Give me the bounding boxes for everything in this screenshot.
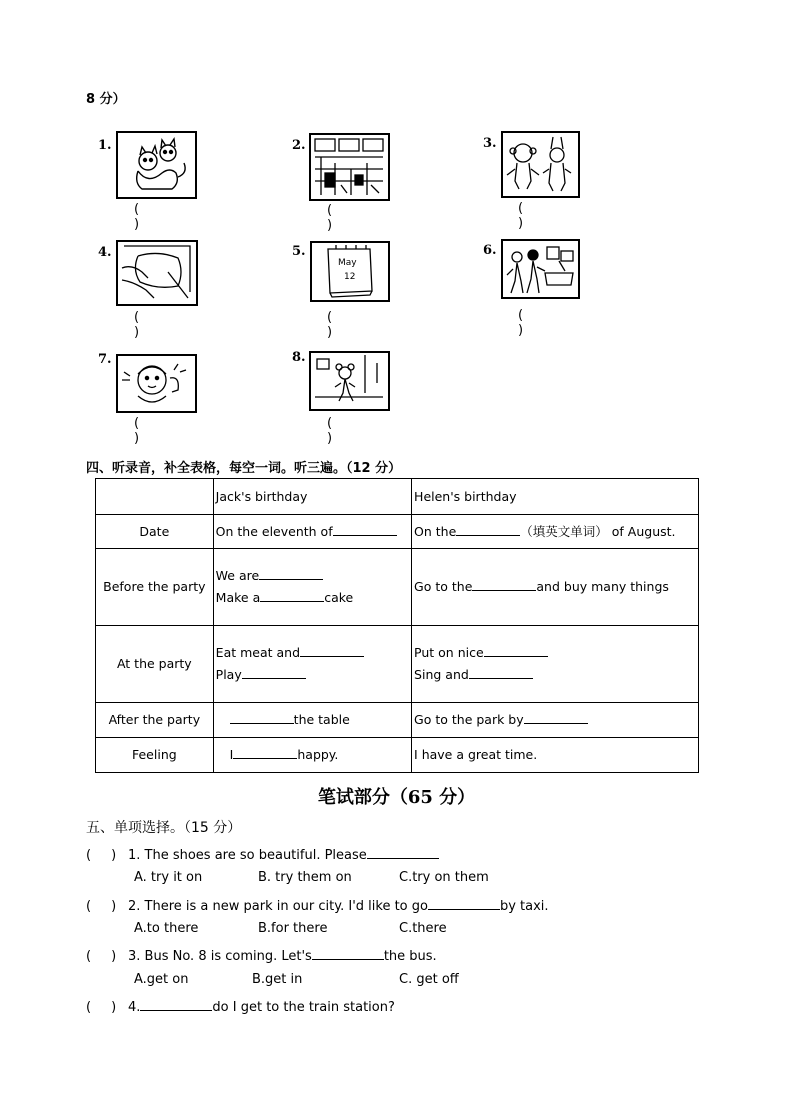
- cell-text: On the: [414, 523, 457, 539]
- cell-text: Play: [215, 667, 242, 682]
- fill-blank[interactable]: [484, 643, 548, 657]
- birthday-table: [95, 478, 699, 773]
- question-text: 4.: [128, 1000, 141, 1015]
- cell-text: cake: [324, 590, 354, 605]
- calendar-day: 12: [344, 272, 356, 282]
- option-b[interactable]: B.get in: [252, 972, 303, 987]
- jack-cell: [213, 626, 411, 703]
- written-part-title: 笔试部分（65 分）: [317, 787, 476, 808]
- row-label: After the party: [96, 703, 214, 738]
- table-row-at: [96, 626, 699, 703]
- question-text: the bus.: [383, 949, 437, 964]
- picture-number: 5.: [292, 244, 306, 259]
- header-jack: Jack's birthday: [213, 479, 411, 515]
- answer-paren[interactable]: ( ): [86, 949, 117, 964]
- picture-number: 7.: [98, 352, 112, 367]
- option-a[interactable]: A.get on: [134, 972, 189, 987]
- fill-blank[interactable]: [312, 946, 384, 960]
- jack-cell: [213, 515, 411, 549]
- section5-title: 五、单项选择。（15 分）: [86, 820, 242, 836]
- jack-cell: [213, 549, 411, 626]
- answer-paren[interactable]: ( ): [86, 899, 117, 914]
- answer-paren[interactable]: ( ): [327, 203, 333, 233]
- picture-number: 4.: [98, 245, 112, 260]
- option-c[interactable]: C.try on them: [399, 870, 489, 885]
- cell-text: happy.: [297, 747, 339, 762]
- table-row-feeling: [96, 738, 699, 773]
- fill-blank[interactable]: [469, 665, 533, 679]
- cell-text: We are: [215, 568, 260, 583]
- fill-blank[interactable]: [260, 588, 324, 602]
- helen-cell: I have a great time.: [412, 738, 699, 773]
- fill-blank[interactable]: [140, 997, 212, 1011]
- cell-text: Put on nice: [414, 645, 484, 660]
- picture-number: 6.: [483, 243, 497, 258]
- people-shopping-picture: [501, 239, 580, 299]
- cats-picture: [116, 131, 197, 199]
- question-4: [86, 997, 395, 1015]
- monkey-rabbit-picture: [501, 131, 580, 198]
- question-1: [86, 845, 439, 863]
- question-text: do I get to the train station?: [212, 1000, 395, 1015]
- fill-blank[interactable]: [230, 710, 294, 724]
- fill-blank[interactable]: [524, 710, 588, 724]
- question-text: 3. Bus No. 8 is coming. Let's: [128, 949, 312, 964]
- row-label: At the party: [96, 626, 214, 703]
- option-a[interactable]: A.to there: [134, 921, 199, 936]
- question-text: 1. The shoes are so beautiful. Please: [128, 848, 367, 863]
- header-blank: [96, 479, 214, 515]
- cell-text: I: [229, 747, 234, 762]
- picture-number: 2.: [292, 138, 306, 153]
- picture-number: 3.: [483, 136, 497, 151]
- fill-blank[interactable]: [259, 566, 323, 580]
- answer-paren[interactable]: ( ): [86, 1000, 117, 1015]
- fill-blank[interactable]: [428, 896, 500, 910]
- helen-cell: [412, 626, 699, 703]
- table-header-row: [96, 479, 699, 515]
- cell-text: （填英文单词） of August.: [520, 523, 676, 539]
- fill-blank[interactable]: [333, 522, 397, 536]
- calendar-month: May: [338, 258, 357, 268]
- header-helen: Helen's birthday: [412, 479, 699, 515]
- fill-blank[interactable]: [300, 643, 364, 657]
- option-c[interactable]: C.there: [399, 921, 447, 936]
- option-b[interactable]: B.for there: [258, 921, 328, 936]
- fill-blank[interactable]: [233, 745, 297, 759]
- answer-paren[interactable]: ( ): [134, 202, 140, 232]
- answer-paren[interactable]: ( ): [327, 416, 333, 446]
- row-label: Date: [96, 515, 214, 549]
- answer-paren[interactable]: ( ): [86, 848, 117, 863]
- answer-paren[interactable]: ( ): [518, 201, 524, 231]
- jack-cell: [213, 703, 411, 738]
- cell-text: On the eleventh of: [215, 523, 333, 539]
- question-text: 2. There is a new park in our city. I'd like to go: [128, 899, 428, 914]
- cell-text: Sing and: [414, 667, 469, 682]
- cell-text: Go to the: [414, 579, 473, 594]
- cell-text: the table: [293, 712, 350, 727]
- row-label: Before the party: [96, 549, 214, 626]
- picture-number: 8.: [292, 350, 306, 365]
- table-row-date: [96, 515, 699, 549]
- question-3: [86, 946, 437, 964]
- table-row-before: [96, 549, 699, 626]
- option-b[interactable]: B. try them on: [258, 870, 352, 885]
- picture-number: 1.: [98, 138, 112, 153]
- section3-score-tail: 8 分）: [86, 92, 126, 107]
- fill-blank[interactable]: [456, 522, 520, 536]
- calendar-picture: [310, 241, 390, 302]
- answer-paren[interactable]: ( ): [327, 310, 333, 340]
- cell-text: Eat meat and: [215, 645, 301, 660]
- row-label: Feeling: [96, 738, 214, 773]
- table-row-after: [96, 703, 699, 738]
- mouse-room-picture: [309, 351, 390, 411]
- helen-cell: [412, 703, 699, 738]
- answer-paren[interactable]: ( ): [518, 308, 524, 338]
- boy-phone-picture: [116, 354, 197, 413]
- question-text: by taxi.: [499, 899, 549, 914]
- cell-text: Go to the park by: [414, 712, 524, 727]
- supermarket-picture: [309, 133, 390, 201]
- option-c[interactable]: C. get off: [399, 972, 459, 987]
- hands-picture: [116, 240, 198, 306]
- helen-cell: [412, 515, 699, 549]
- answer-paren[interactable]: ( ): [134, 310, 140, 340]
- jack-cell: [213, 738, 411, 773]
- option-a[interactable]: A. try it on: [134, 870, 203, 885]
- section4-title: 四、听录音，补全表格，每空一词。听三遍。（12 分）: [86, 461, 402, 476]
- cell-text: and buy many things: [536, 579, 669, 594]
- fill-blank[interactable]: [367, 845, 439, 859]
- answer-paren[interactable]: ( ): [134, 416, 140, 446]
- fill-blank[interactable]: [472, 577, 536, 591]
- cell-text: Make a: [215, 590, 261, 605]
- helen-cell: [412, 549, 699, 626]
- fill-blank[interactable]: [242, 665, 306, 679]
- question-2: [86, 896, 549, 914]
